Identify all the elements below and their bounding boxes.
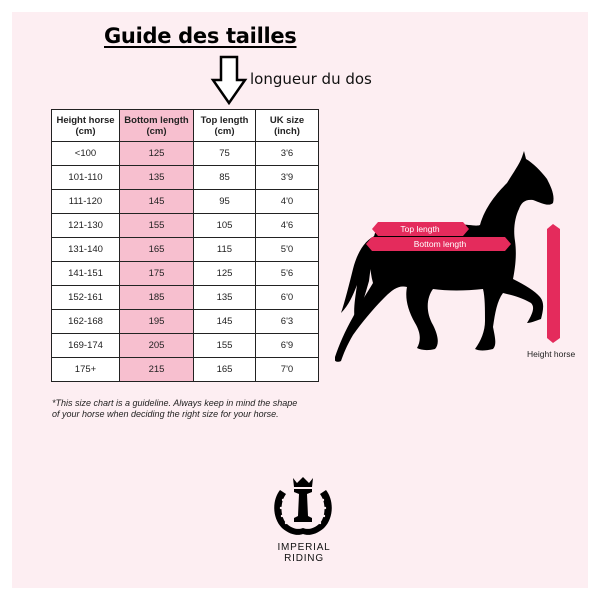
top-length-label: Top length [400,224,440,234]
header-uk-size: UK size (inch) [256,110,319,142]
header-height-horse: Height horse (cm) [52,110,120,142]
down-arrow-icon [210,55,248,105]
size-table [51,109,319,382]
table-row: 169-174 205 155 6'9 [52,334,319,358]
horse-silhouette-icon [335,145,595,370]
bottom-length-label: Bottom length [413,239,467,249]
back-length-label: longueur du dos [250,70,372,88]
table-row: 131-140 165 115 5'0 [52,238,319,262]
table-row: 175+ 215 165 7'0 [52,358,319,382]
table-row: 141-151 175 125 5'6 [52,262,319,286]
table-header-row [52,110,319,142]
brand-name: IMPERIAL RIDING [277,542,331,564]
page-title: Guide des tailles [104,24,297,48]
table-row: 152-161 185 135 6'0 [52,286,319,310]
imperial-riding-logo-icon [270,476,336,536]
height-bar [547,224,560,343]
header-bottom-length: Bottom length (cm) [120,110,194,142]
table-row: 162-168 195 145 6'3 [52,310,319,334]
height-horse-label: Height horse [527,349,576,359]
size-chart-disclaimer: *This size chart is a guideline. Always keep in mind the shape of your horse when deciding the right size for your horse. [52,398,298,419]
table-row: <100 125 75 3'6 [52,142,319,166]
table-row: 121-130 155 105 4'6 [52,214,319,238]
header-top-length: Top length (cm) [194,110,256,142]
table-row: 111-120 145 95 4'0 [52,190,319,214]
table-row: 101-110 135 85 3'9 [52,166,319,190]
